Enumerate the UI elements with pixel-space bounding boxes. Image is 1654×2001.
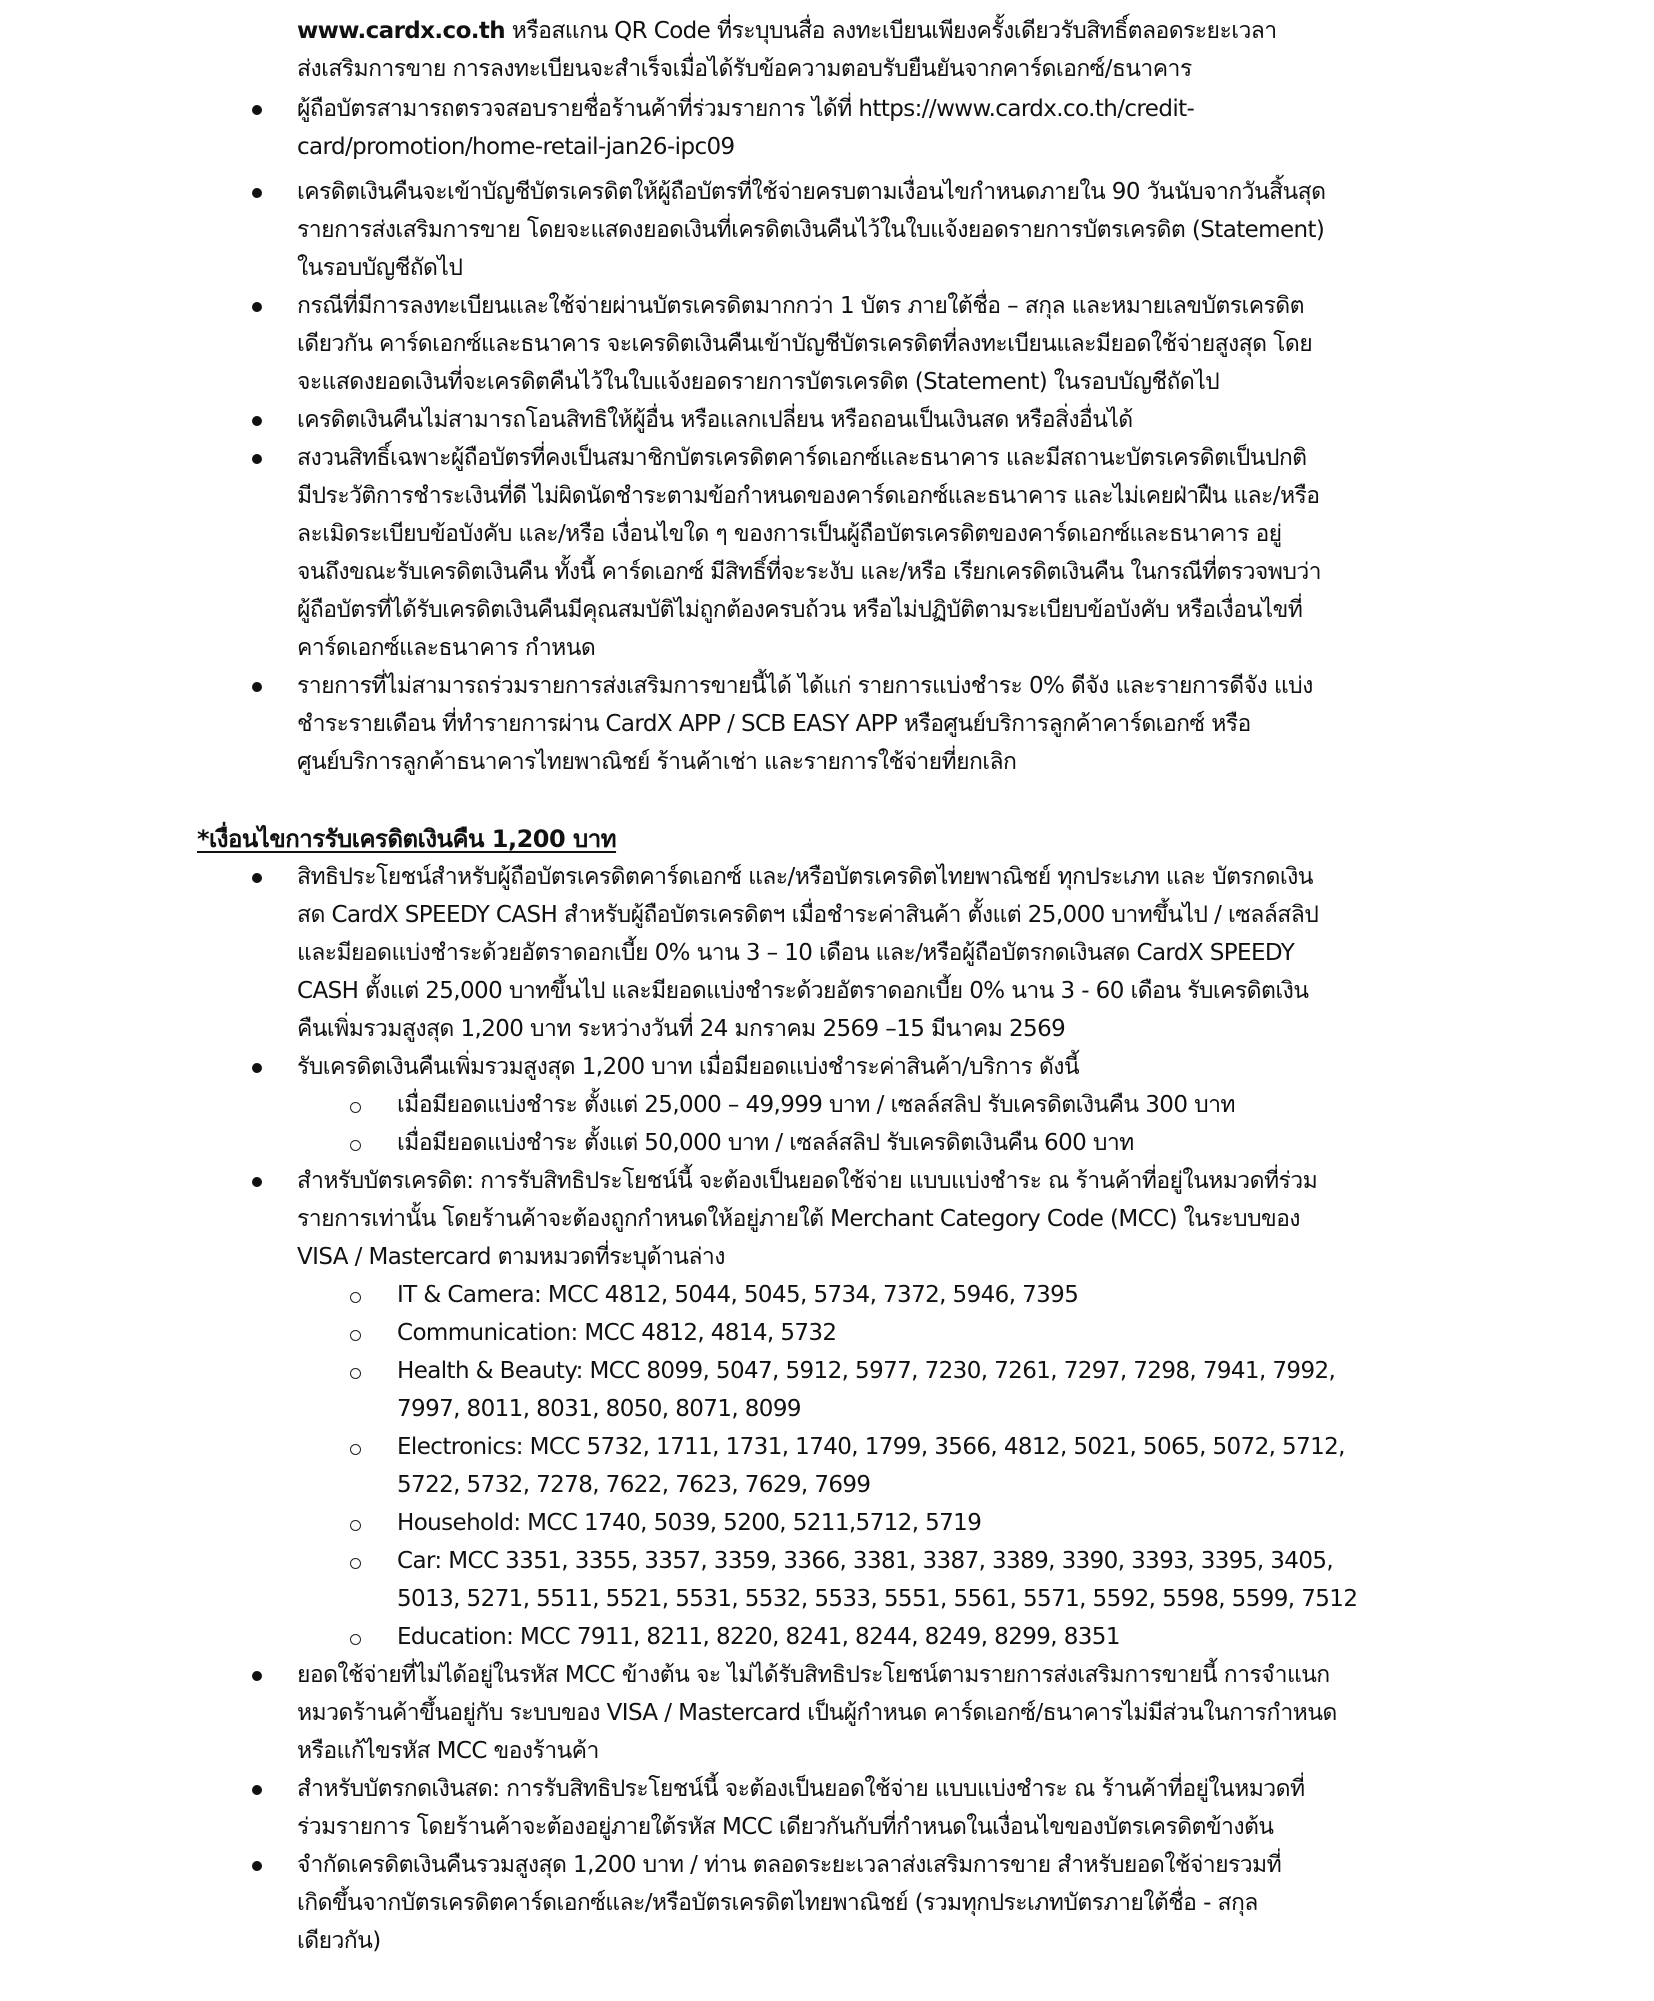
list-item-line: หรือแก้ไขรหัส MCC ของร้านค้า <box>297 1738 599 1764</box>
list-item-line: สงวนสิทธิ์เฉพาะผู้ถือบัตรที่คงเป็นสมาชิกบัตรเครดิตคาร์ดเอกซ์และธนาคาร และมีสถานะบัตรเครดิตเป็นปกติ <box>297 445 1307 471</box>
list-item-line: รายการที่ไม่สามารถร่วมรายการส่งเสริมการขายนี้ได้ ได้แก่ รายการแบ่งชำระ 0% ดีจัง และรายการดีจัง แบ่ง <box>297 673 1313 699</box>
sub-bullet-icon <box>350 1634 361 1645</box>
mcc-category-health-beauty: Health & Beauty: MCC 8099, 5047, 5912, 5977, 7230, 7261, 7297, 7298, 7941, 7992, <box>397 1358 1336 1384</box>
list-item-line: รายการส่งเสริมการขาย โดยจะแสดงยอดเงินที่เครดิตเงินคืนไว้ในใบแจ้งยอดรายการบัตรเครดิต (Statement) <box>297 217 1325 243</box>
list-item-line: รายการเท่านั้น โดยร้านค้าจะต้องถูกกำหนดให้อยู่ภายใต้ Merchant Category Code (MCC) ในระบบของ <box>297 1206 1300 1232</box>
list-item-line: คืนเพิ่มรวมสูงสุด 1,200 บาท ระหว่างวันที่ 24 มกราคม 2569 –15 มีนาคม 2569 <box>297 1016 1066 1042</box>
list-item-line: ผู้ถือบัตรสามารถตรวจสอบรายชื่อร้านค้าที่ร่วมรายการ ได้ที่ https://www.cardx.co.th/credit- <box>297 96 1195 122</box>
mcc-category-communication: Communication: MCC 4812, 4814, 5732 <box>397 1320 837 1346</box>
mcc-category-electronics-cont: 5722, 5732, 7278, 7622, 7623, 7629, 7699 <box>397 1472 871 1498</box>
bullet-icon <box>252 416 262 426</box>
list-item-line: เครดิตเงินคืนจะเข้าบัญชีบัตรเครดิตให้ผู้ถือบัตรที่ใช้จ่ายครบตามเงื่อนไขกำหนดภายใน 90 วันนับจากวันสิ้นสุด <box>297 179 1326 205</box>
list-item-line: สิทธิประโยชน์สำหรับผู้ถือบัตรเครดิตคาร์ดเอกซ์ และ/หรือบัตรเครดิตไทยพาณิชย์ ทุกประเภท และ บัตรกดเงิน <box>297 864 1313 890</box>
list-item-line: สำหรับบัตรเครดิต: การรับสิทธิประโยชน์นี้ จะต้องเป็นยอดใช้จ่าย แบบแบ่งชำระ ณ ร้านค้าที่อยู่ในหมวดที่ร่วม <box>297 1168 1318 1194</box>
bullet-icon <box>252 1671 262 1681</box>
list-item-line: เดียวกัน คาร์ดเอกซ์และธนาคาร จะเครดิตเงินคืนเข้าบัญชีบัตรเครดิตที่ลงทะเบียนและมียอดใช้จ่ายสูงสุด โดย <box>297 331 1313 357</box>
bullet-icon <box>252 1785 262 1795</box>
list-item-line: ชำระรายเดือน ที่ทำรายการผ่าน CardX APP / SCB EASY APP หรือศูนย์บริการลูกค้าคาร์ดเอกซ์ หรือ <box>297 711 1251 737</box>
mcc-category-education: Education: MCC 7911, 8211, 8220, 8241, 8244, 8249, 8299, 8351 <box>397 1624 1120 1650</box>
list-item-line: รับเครดิตเงินคืนเพิ่มรวมสูงสุด 1,200 บาท เมื่อมียอดแบ่งชำระค่าสินค้า/บริการ ดังนี้ <box>297 1054 1080 1080</box>
bullet-icon <box>252 873 262 883</box>
bullet-icon <box>252 1063 262 1073</box>
list-item-line: จำกัดเครดิตเงินคืนรวมสูงสุด 1,200 บาท / ท่าน ตลอดระยะเวลาส่งเสริมการขาย สำหรับยอดใช้จ่ายรวมที่ <box>297 1852 1282 1878</box>
list-item-line: มีประวัติการชำระเงินที่ดี ไม่ผิดนัดชำระตามข้อกำหนดของคาร์ดเอกซ์และธนาคาร และไม่เคยฝ่าฝืน และ/หรือ <box>297 483 1320 509</box>
list-item-line: ผู้ถือบัตรที่ได้รับเครดิตเงินคืนมีคุณสมบัติไม่ถูกต้องครบถ้วน หรือไม่ปฏิบัติตามระเบียบข้อบังคับ หรือเงื่อนไขที่ <box>297 597 1303 623</box>
list-item-line: ละเมิดระเบียบข้อบังคับ และ/หรือ เงื่อนไขใด ๆ ของการเป็นผู้ถือบัตรเครดิตของคาร์ดเอกซ์และธนาคาร อยู่ <box>297 521 1282 547</box>
mcc-category-car: Car: MCC 3351, 3355, 3357, 3359, 3366, 3381, 3387, 3389, 3390, 3393, 3395, 3405, <box>397 1548 1334 1574</box>
bullet-icon <box>252 302 262 312</box>
list-item-line: สำหรับบัตรกดเงินสด: การรับสิทธิประโยชน์นี้ จะต้องเป็นยอดใช้จ่าย แบบแบ่งชำระ ณ ร้านค้าที่อยู่ในหมวดที่ <box>297 1776 1305 1802</box>
sub-bullet-icon <box>350 1444 361 1455</box>
mcc-category-electronics: Electronics: MCC 5732, 1711, 1731, 1740, 1799, 3566, 4812, 5021, 5065, 5072, 5712, <box>397 1434 1345 1460</box>
bullet-icon <box>252 1177 262 1187</box>
sub-list-item-line: เมื่อมียอดแบ่งชำระ ตั้งแต่ 50,000 บาท / เซลล์สลิป รับเครดิตเงินคืน 600 บาท <box>397 1130 1134 1156</box>
list-item-line: ยอดใช้จ่ายที่ไม่ได้อยู่ในรหัส MCC ข้างต้น จะ ไม่ได้รับสิทธิประโยชน์ตามรายการส่งเสริมการขายนี้ การจำแนก <box>297 1662 1330 1688</box>
website-link-text: www.cardx.co.th <box>297 18 506 44</box>
sub-list-item-line: เมื่อมียอดแบ่งชำระ ตั้งแต่ 25,000 – 49,999 บาท / เซลล์สลิป รับเครดิตเงินคืน 300 บาท <box>397 1092 1235 1118</box>
list-item-line: จะแสดงยอดเงินที่จะเครดิตคืนไว้ในใบแจ้งยอดรายการบัตรเครดิต (Statement) ในรอบบัญชีถัดไป <box>297 369 1220 395</box>
list-item-line: CASH ตั้งแต่ 25,000 บาทขึ้นไป และมียอดแบ่งชำระด้วยอัตราดอกเบี้ย 0% นาน 3 - 60 เดือน รับเครดิตเงิน <box>297 978 1309 1004</box>
list-item-line: เครดิตเงินคืนไม่สามารถโอนสิทธิให้ผู้อื่น หรือแลกเปลี่ยน หรือถอนเป็นเงินสด หรือสิ่งอื่นได้ <box>297 407 1133 433</box>
sub-bullet-icon <box>350 1102 361 1113</box>
section-heading: *เงื่อนไขการรับเครดิตเงินคืน 1,200 บาท <box>197 825 617 853</box>
list-item-line: เกิดขึ้นจากบัตรเครดิตคาร์ดเอกซ์และ/หรือบัตรเครดิตไทยพาณิชย์ (รวมทุกประเภทบัตรภายใต้ชื่อ - สกุล <box>297 1890 1258 1916</box>
list-item-line: ในรอบบัญชีถัดไป <box>297 255 463 281</box>
sub-bullet-icon <box>350 1520 361 1531</box>
mcc-category-it-camera: IT & Camera: MCC 4812, 5044, 5045, 5734, 7372, 5946, 7395 <box>397 1282 1079 1308</box>
list-item-line: ศูนย์บริการลูกค้าธนาคารไทยพาณิชย์ ร้านค้าเช่า และรายการใช้จ่ายที่ยกเลิก <box>297 749 1017 775</box>
bullet-icon <box>252 1861 262 1871</box>
list-item-line: เดียวกัน) <box>297 1928 381 1954</box>
bullet-icon <box>252 105 262 115</box>
list-item-line: VISA / Mastercard ตามหมวดที่ระบุด้านล่าง <box>297 1244 725 1270</box>
sub-bullet-icon <box>350 1368 361 1379</box>
list-item-line: card/promotion/home-retail-jan26-ipc09 <box>297 134 735 160</box>
list-item-line: จนถึงขณะรับเครดิตเงินคืน ทั้งนี้ คาร์ดเอกซ์ มีสิทธิ์ที่จะระงับ และ/หรือ เรียกเครดิตเงินคืน ในกรณีที่ตรวจพบว่า <box>297 559 1321 585</box>
intro-line-1: www.cardx.co.th หรือสแกน QR Code ที่ระบุบนสื่อ ลงทะเบียนเพียงครั้งเดียวรับสิทธิ์ตลอดระยะเวลา <box>297 18 1277 44</box>
bullet-icon <box>252 682 262 692</box>
list-item-line: คาร์ดเอกซ์และธนาคาร กำหนด <box>297 635 596 661</box>
sub-bullet-icon <box>350 1140 361 1151</box>
list-item-line: ร่วมรายการ โดยร้านค้าจะต้องอยู่ภายใต้รหัส MCC เดียวกันกับที่กำหนดในเงื่อนไขของบัตรเครดิตข้างต้น <box>297 1814 1274 1840</box>
list-item-line: หมวดร้านค้าขึ้นอยู่กับ ระบบของ VISA / Mastercard เป็นผู้กำหนด คาร์ดเอกซ์/ธนาคารไม่มีส่วนในการกำหนด <box>297 1700 1337 1726</box>
mcc-category-car-cont: 5013, 5271, 5511, 5521, 5531, 5532, 5533, 5551, 5561, 5571, 5592, 5598, 5599, 7512 <box>397 1586 1358 1612</box>
list-item-line: กรณีที่มีการลงทะเบียนและใช้จ่ายผ่านบัตรเครดิตมากกว่า 1 บัตร ภายใต้ชื่อ – สกุล และหมายเลขบัตรเครดิต <box>297 293 1304 319</box>
intro-line-2: ส่งเสริมการขาย การลงทะเบียนจะสำเร็จเมื่อได้รับข้อความตอบรับยืนยันจากคาร์ดเอกซ์/ธนาคาร <box>297 56 1192 82</box>
mcc-category-health-beauty-cont: 7997, 8011, 8031, 8050, 8071, 8099 <box>397 1396 801 1422</box>
bullet-icon <box>252 454 262 464</box>
list-item-line: สด CardX SPEEDY CASH สำหรับผู้ถือบัตรเครดิตฯ เมื่อชำระค่าสินค้า ตั้งแต่ 25,000 บาทขึ้นไป / เซลล์สลิป <box>297 902 1319 928</box>
sub-bullet-icon <box>350 1292 361 1303</box>
bullet-icon <box>252 188 262 198</box>
sub-bullet-icon <box>350 1558 361 1569</box>
list-item-line: และมียอดแบ่งชำระด้วยอัตราดอกเบี้ย 0% นาน 3 – 10 เดือน และ/หรือผู้ถือบัตรกดเงินสด CardX SPEEDY <box>297 940 1295 966</box>
mcc-category-household: Household: MCC 1740, 5039, 5200, 5211,5712, 5719 <box>397 1510 982 1536</box>
sub-bullet-icon <box>350 1330 361 1341</box>
